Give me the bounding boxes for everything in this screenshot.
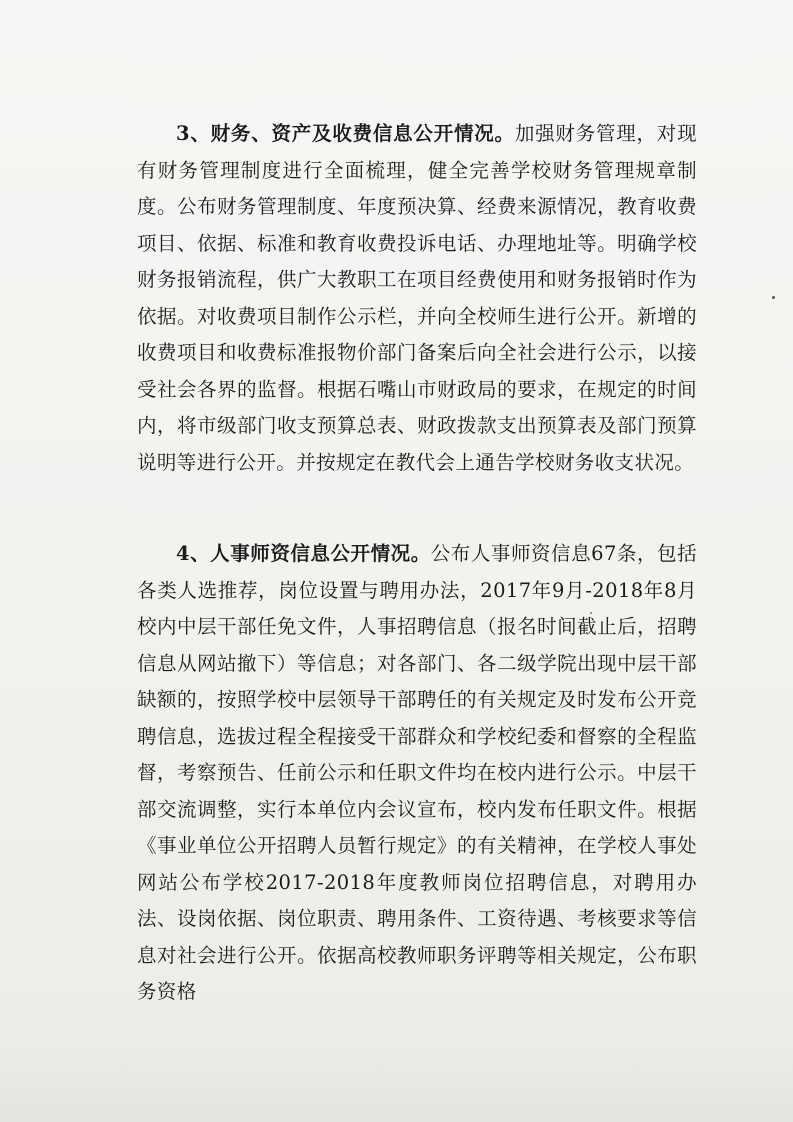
section-3-body: 加强财务管理，对现有财务管理制度进行全面梳理，健全完善学校财务管理规章制度。公布财务管理制度、年度预决算、经费来源情况，教育收费项目、依据、标准和教育收费投诉电话、办理地址等。明确学校财务报销流程，供广大教职工在项目经费使用和财务报销时作为依据。对收费项目制作公示栏，并向全校师生进行公开。新增的收费项目和收费标准报物价部门备案后向全社会进行公示，以接受社会各界的监督。根据石嘴山市财政局的要求，在规定的时间内，将市级部门收支预算总表、财政拨款支出预算表及部门预算说明等进行公开。并按规定在教代会上通告学校财务收支状况。 xyxy=(137,122,697,474)
section-4-paragraph xyxy=(137,536,697,1011)
scan-shadow xyxy=(0,1042,793,1122)
section-3-paragraph xyxy=(137,116,697,481)
section-4-heading: 4、人事师资信息公开情况。 xyxy=(176,542,431,565)
scan-speck xyxy=(772,296,775,299)
scan-speck xyxy=(590,612,592,614)
section-3-heading: 3、财务、资产及收费信息公开情况。 xyxy=(176,122,515,145)
section-4-body: 公布人事师资信息67条，包括各类人选推荐，岗位设置与聘用办法，2017年9月-2018年8月校内中层干部任免文件，人事招聘信息（报名时间截止后，招聘信息从网站撤下）等信息；对各部门、各二级学院出现中层干部缺额的，按照学校中层领导干部聘任的有关规定及时发布公开竞聘信息，选拔过程全程接受干部群众和学校纪委和督察的全程监督，考察预告、任前公示和任职文件均在校内进行公示。中层干部交流调整，实行本单位内会议宣布，校内发布任职文件。根据《事业单位公开招聘人员暂行规定》的有关精神，在学校人事处网站公布学校2017-2018年度教师岗位招聘信息，对聘用办法、设岗依据、岗位职责、聘用条件、工资待遇、考核要求等信息对社会进行公开。依据高校教师职务评聘等相关规定，公布职务资格 xyxy=(137,542,697,1003)
